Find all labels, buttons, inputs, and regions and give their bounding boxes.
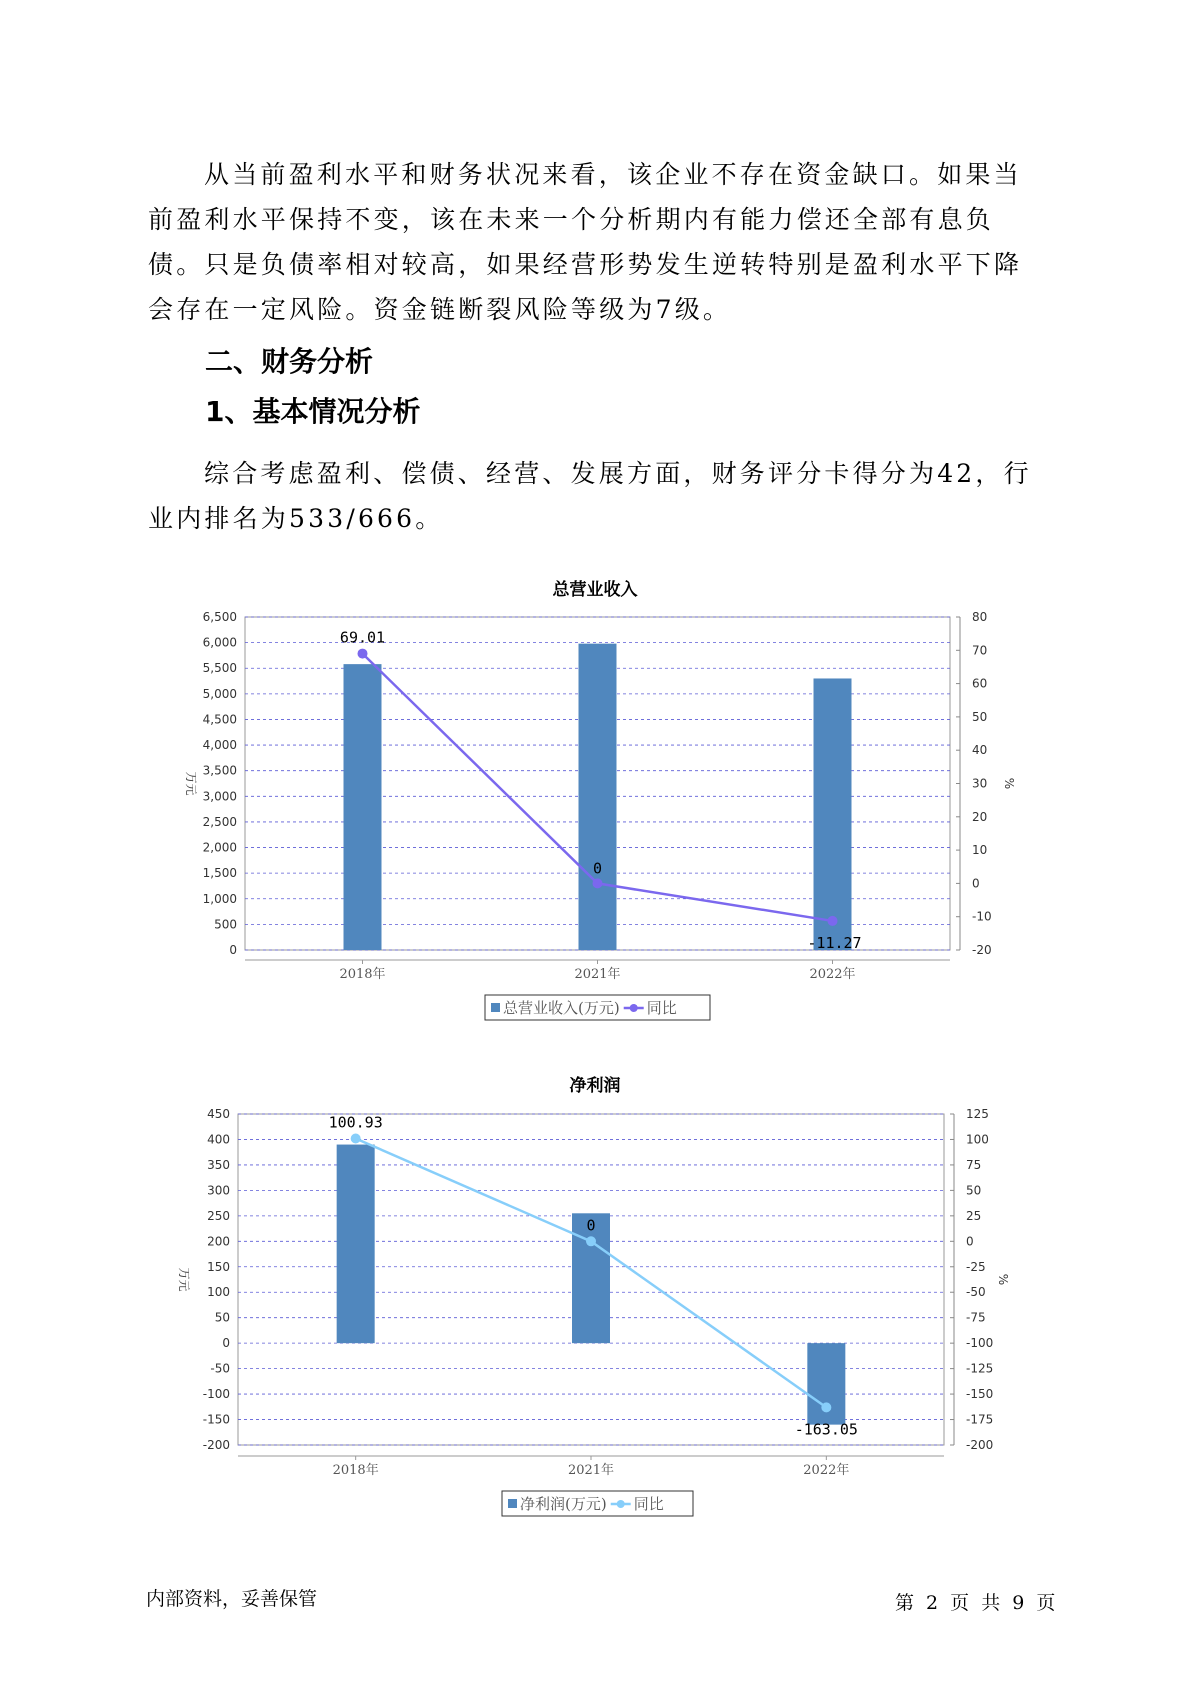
paragraph-cashflow-risk: 从当前盈利水平和财务状况来看，该企业不存在资金缺口。如果当前盈利水平保持不变，该在未来一个分析期内有能力偿还全部有息负债。只是负债率相对较高，如果经营形势发生逆转特别是盈利水平下降会存在一定风险。资金链断裂风险等级为7级。 [148, 160, 1023, 324]
left-tick-label: 1,000 [202, 891, 237, 906]
data-label: 0 [586, 1216, 596, 1235]
left-tick-label: 3,500 [202, 763, 237, 778]
right-tick-label: 80 [972, 610, 988, 624]
left-tick-label: -150 [202, 1412, 230, 1427]
line-point [593, 878, 603, 888]
right-tick-label: 0 [972, 876, 980, 891]
left-tick-label: 2,500 [202, 814, 237, 829]
chart-total-revenue [0, 570, 1191, 1030]
footer-page-number: 第 2 页 共 9 页 [895, 1592, 1056, 1614]
right-tick-label: -25 [966, 1259, 986, 1274]
chart-net-profit [0, 1066, 1191, 1526]
left-tick-label: 200 [207, 1234, 230, 1249]
left-tick-label: 250 [207, 1208, 230, 1223]
right-tick-label: 125 [966, 1107, 989, 1121]
left-tick-label: 450 [207, 1107, 230, 1121]
category-label: 2018年 [332, 1463, 379, 1478]
chart-net-profit-svg [0, 1066, 1191, 1526]
right-axis-label: % [996, 1273, 1010, 1286]
chart-total-revenue-svg [0, 570, 1191, 1030]
legend-swatch-point [617, 1500, 625, 1508]
line-point [586, 1236, 596, 1246]
right-tick-label: 0 [966, 1234, 974, 1249]
left-axis-label: 万元 [184, 771, 198, 796]
line-point [828, 916, 838, 926]
right-axis-label: % [1002, 777, 1016, 790]
right-tick-label: 10 [972, 843, 988, 858]
left-tick-label: 350 [207, 1157, 230, 1172]
left-tick-label: 400 [207, 1132, 230, 1147]
left-tick-label: 3,000 [202, 789, 237, 804]
category-label: 2022年 [803, 1463, 850, 1478]
right-tick-label: 60 [972, 676, 988, 691]
left-tick-label: 500 [214, 917, 237, 932]
legend-swatch-bar [508, 1499, 517, 1508]
right-tick-label: 30 [972, 776, 988, 791]
chart-title: 总营业收入 [552, 580, 638, 600]
right-tick-label: -200 [966, 1438, 994, 1452]
left-tick-label: 5,000 [202, 686, 237, 701]
right-tick-label: -125 [966, 1361, 994, 1376]
category-label: 2018年 [339, 967, 386, 982]
paragraph-scorecard: 综合考虑盈利、偿债、经营、发展方面，财务评分卡得分为42，行业内排名为533/666。 [148, 459, 1032, 533]
legend-label-line: 同比 [633, 1495, 664, 1513]
bar [344, 664, 382, 950]
data-label: 0 [592, 859, 603, 878]
category-label: 2022年 [809, 967, 856, 982]
left-tick-label: 4,500 [202, 712, 237, 727]
data-label: 100.93 [328, 1113, 383, 1132]
right-tick-label: 25 [966, 1208, 982, 1223]
right-tick-label: -100 [966, 1336, 994, 1351]
category-label: 2021年 [574, 967, 621, 982]
left-tick-label: 150 [207, 1259, 230, 1274]
data-label: 69.01 [339, 628, 386, 647]
legend-label-bar: 总营业收入(万元) [503, 999, 620, 1017]
left-tick-label: 2,000 [202, 840, 237, 855]
right-tick-label: 50 [972, 709, 988, 724]
legend-swatch-bar [491, 1003, 500, 1012]
right-tick-label: 40 [972, 743, 988, 758]
right-tick-label: -50 [966, 1285, 986, 1300]
left-tick-label: -200 [202, 1438, 230, 1452]
left-tick-label: 5,500 [202, 661, 237, 676]
left-tick-label: 6,500 [202, 610, 237, 624]
right-tick-label: -150 [966, 1387, 994, 1402]
bar [807, 1343, 845, 1424]
legend-label-bar: 净利润(万元) [520, 1495, 607, 1513]
right-tick-label: 70 [972, 643, 988, 658]
left-tick-label: 6,000 [202, 635, 237, 650]
data-label: -163.05 [794, 1420, 858, 1439]
left-axis-label: 万元 [177, 1267, 191, 1292]
right-tick-label: -175 [966, 1412, 994, 1427]
left-tick-label: 0 [222, 1336, 230, 1351]
right-tick-label: 20 [972, 809, 988, 824]
subsection-heading-basic-analysis: 1、基本情况分析 [205, 395, 421, 428]
footer-confidential-note: 内部资料，妥善保管 [146, 1588, 318, 1610]
bar [337, 1145, 375, 1344]
left-tick-label: 1,500 [202, 866, 237, 881]
right-tick-label: -75 [966, 1310, 986, 1325]
left-tick-label: 4,000 [202, 738, 237, 753]
line-point [351, 1134, 361, 1144]
left-tick-label: -50 [210, 1361, 230, 1376]
line-point [358, 649, 368, 659]
legend-swatch-point [630, 1004, 638, 1012]
legend-label-line: 同比 [646, 999, 677, 1017]
chart-title: 净利润 [569, 1076, 621, 1096]
left-tick-label: 50 [214, 1310, 230, 1325]
section-heading-financial-analysis: 二、财务分析 [205, 345, 374, 378]
bar [814, 678, 852, 950]
right-tick-label: 50 [966, 1183, 982, 1198]
left-tick-label: 300 [207, 1183, 230, 1198]
right-tick-label: 100 [966, 1132, 989, 1147]
line-point [821, 1402, 831, 1412]
right-tick-label: -20 [972, 943, 992, 957]
category-label: 2021年 [567, 1463, 615, 1478]
right-tick-label: -10 [972, 909, 992, 924]
bar [579, 644, 617, 950]
left-tick-label: 0 [229, 943, 237, 957]
right-tick-label: 75 [966, 1157, 982, 1172]
data-label: -11.27 [807, 933, 862, 952]
left-tick-label: -100 [202, 1387, 230, 1402]
left-tick-label: 100 [207, 1285, 230, 1300]
